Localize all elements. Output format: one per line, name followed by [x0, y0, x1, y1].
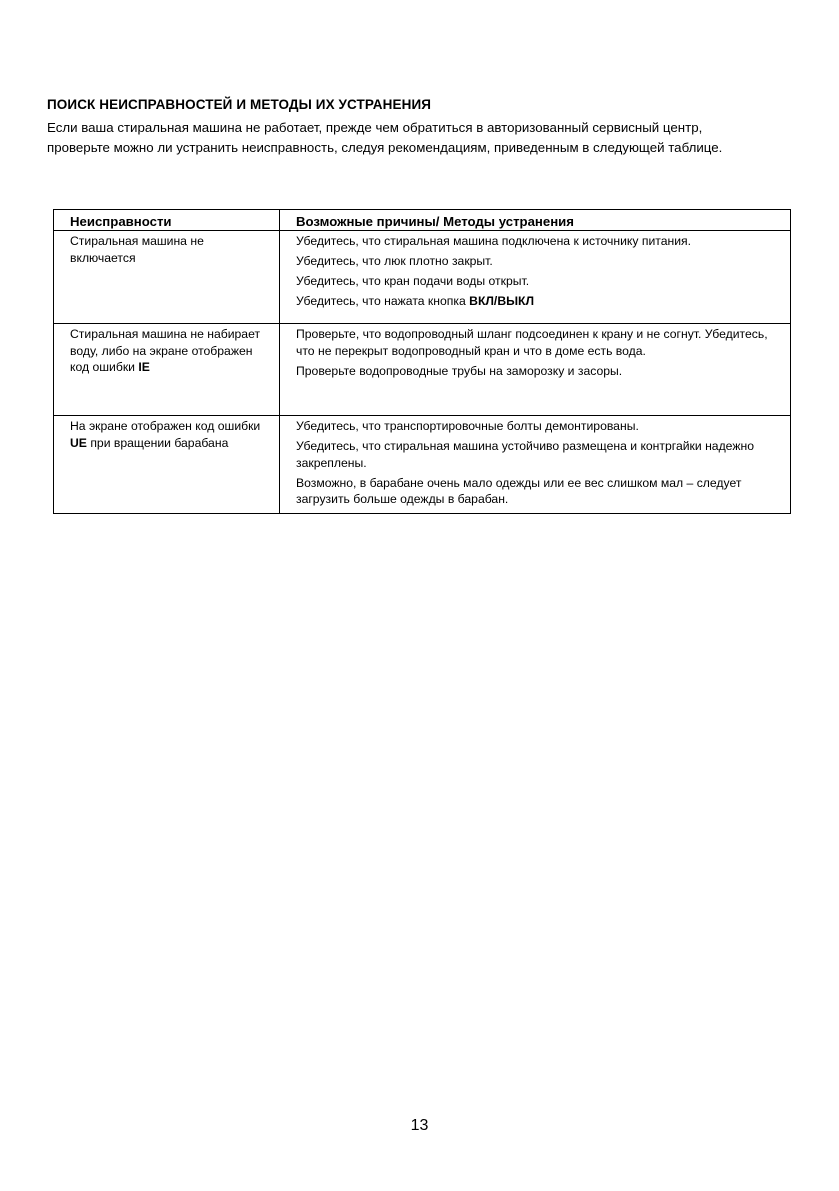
error-code: IE	[138, 360, 150, 374]
intro-line: Если ваша стиральная машина не работает, прежде чем обратиться в авторизованный сервисный центр,	[47, 120, 703, 135]
problem-text: Стиральная машина не включается	[70, 234, 204, 265]
intro-line: проверьте можно ли устранить неисправность, следуя рекомендациям, приведенным в следующей таблице.	[47, 140, 723, 155]
problem-text: На экране отображен код ошибки	[70, 419, 261, 433]
error-code: UE	[70, 435, 87, 450]
page-title: ПОИСК НЕИСПРАВНОСТЕЙ И МЕТОДЫ ИХ УСТРАНЕНИЯ	[47, 97, 432, 112]
table-row	[54, 324, 791, 416]
power-button-label: ВКЛ/ВЫКЛ	[469, 294, 535, 308]
fix-item: Убедитесь, что люк плотно закрыт.	[296, 254, 493, 268]
fix-item: Проверьте, что водопроводный шланг подсоединен к крану и не согнут. Убедитесь, что не перекрыт водопроводный кран и что в доме есть вода.	[296, 327, 768, 358]
fix-item: Убедитесь, что стиральная машина устойчиво размещена и контргайки надежно закреплены.	[296, 439, 754, 470]
table-header-row	[54, 210, 791, 231]
fix-text: Убедитесь, что нажата кнопка	[296, 294, 470, 308]
fixes-cell	[280, 324, 791, 416]
fix-item: Убедитесь, что транспортировочные болты демонтированы.	[296, 419, 639, 433]
problem-text: Стиральная машина не набирает воду, либо на экране отображен код ошибки	[70, 327, 261, 374]
page-number: 13	[410, 1117, 429, 1134]
problem-text: при вращении барабана	[86, 435, 229, 450]
fix-item: Убедитесь, что кран подачи воды открыт.	[296, 274, 530, 288]
problem-cell	[54, 231, 280, 324]
fixes-cell	[280, 416, 791, 514]
header-causes: Возможные причины/ Методы устранения	[280, 210, 791, 231]
header-problem: Неисправности	[54, 210, 280, 231]
fix-item	[296, 293, 778, 310]
fix-item: Убедитесь, что стиральная машина подключена к источнику питания.	[296, 234, 692, 248]
problem-cell	[54, 324, 280, 416]
troubleshooting-table	[53, 209, 791, 514]
fixes-cell	[280, 231, 791, 324]
fix-item: Возможно, в барабане очень мало одежды или ее вес слишком мал – следует загрузить больше одежды в барабан.	[296, 475, 742, 506]
table-row	[54, 231, 791, 324]
table-row	[54, 416, 791, 514]
problem-cell	[54, 416, 280, 514]
fix-item: Проверьте водопроводные трубы на заморозку и засоры.	[296, 363, 623, 378]
intro-paragraph	[47, 118, 807, 158]
